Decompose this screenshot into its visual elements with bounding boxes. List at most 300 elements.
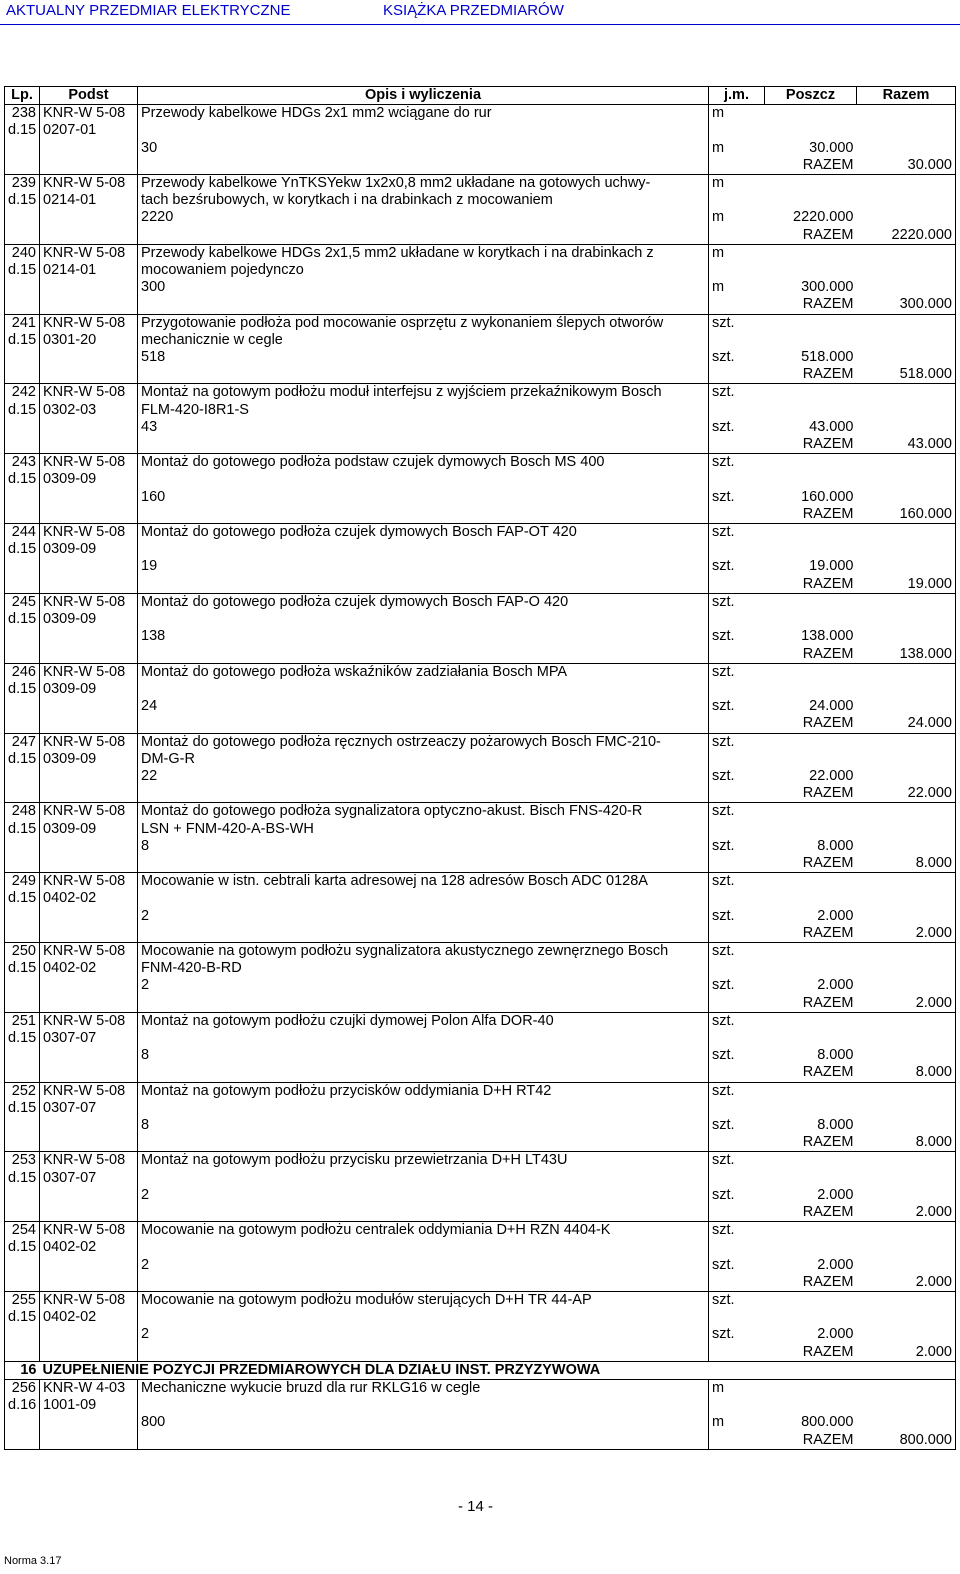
item-unit: m bbox=[709, 1380, 765, 1398]
item-poszcz: 30.000 bbox=[809, 139, 854, 156]
item-empty-cell bbox=[709, 751, 765, 768]
item-razem-value: 138.000 bbox=[857, 646, 956, 664]
item-d-ref: d.15 bbox=[5, 402, 40, 419]
item-empty-cell bbox=[857, 105, 956, 123]
item-description-line-1: Mechaniczne wykucie bruzd dla rur RKLG16 w cegle bbox=[138, 1380, 709, 1398]
item-quantity-unit: szt. bbox=[709, 838, 765, 855]
item-poszcz: 2.000 bbox=[817, 1256, 854, 1273]
item-description-line-1: Montaż na gotowym podłożu przycisku przewietrzania D+H LT43U bbox=[138, 1152, 709, 1170]
item-empty-cell bbox=[5, 995, 40, 1013]
item-empty-cell bbox=[857, 489, 956, 506]
item-empty-cell bbox=[5, 1047, 40, 1064]
item-lp: 241 bbox=[5, 314, 40, 332]
header-divider bbox=[0, 24, 960, 25]
item-quantity-unit: szt. bbox=[709, 349, 765, 366]
item-poszcz: 300.000 bbox=[801, 279, 854, 296]
item-description-line-2 bbox=[138, 1239, 709, 1256]
item-catalog: KNR-W 5-08 bbox=[40, 175, 138, 193]
item-empty-cell bbox=[5, 908, 40, 925]
header-left-title: AKTUALNY PRZEDMIAR ELEKTRYCZNE bbox=[6, 2, 291, 19]
item-lp: 249 bbox=[5, 873, 40, 891]
item-empty-cell bbox=[765, 1100, 857, 1117]
item-empty-cell bbox=[5, 296, 40, 314]
item-code: 0309-09 bbox=[40, 821, 138, 838]
item-empty-cell bbox=[765, 1397, 857, 1414]
item-catalog: KNR-W 5-08 bbox=[40, 942, 138, 960]
item-empty-cell bbox=[765, 1170, 857, 1187]
item-empty-cell bbox=[709, 506, 765, 524]
item-poszcz: 2.000 bbox=[817, 1326, 854, 1343]
item-quantity: 24 bbox=[138, 698, 709, 715]
item-catalog: KNR-W 5-08 bbox=[40, 524, 138, 542]
item-description-line-2 bbox=[138, 890, 709, 907]
item-empty-cell bbox=[138, 366, 709, 384]
table-row bbox=[5, 1152, 956, 1170]
item-empty-cell bbox=[765, 873, 857, 891]
item-razem-label: RAZEM bbox=[765, 1432, 857, 1450]
item-d-ref: d.15 bbox=[5, 960, 40, 977]
table-row bbox=[5, 942, 956, 960]
item-empty-cell bbox=[138, 1064, 709, 1082]
item-empty-cell bbox=[5, 576, 40, 594]
item-empty-cell bbox=[138, 157, 709, 175]
item-empty-cell bbox=[709, 1170, 765, 1187]
item-empty-cell bbox=[857, 419, 956, 436]
item-empty-cell bbox=[40, 209, 138, 226]
item-quantity: 19 bbox=[138, 558, 709, 575]
item-empty-cell bbox=[5, 715, 40, 733]
table-row bbox=[5, 1432, 956, 1450]
item-quantity-unit: m bbox=[709, 140, 765, 157]
item-empty-cell bbox=[40, 296, 138, 314]
item-razem-value: 2.000 bbox=[857, 1204, 956, 1222]
item-catalog: KNR-W 5-08 bbox=[40, 454, 138, 472]
item-description-line-2 bbox=[138, 1397, 709, 1414]
item-empty-cell bbox=[857, 908, 956, 925]
item-empty-cell bbox=[709, 1309, 765, 1326]
table-row bbox=[5, 541, 956, 558]
item-empty-cell bbox=[5, 366, 40, 384]
item-poszcz: 19.000 bbox=[809, 558, 854, 575]
item-empty-cell bbox=[5, 925, 40, 943]
item-empty-cell bbox=[138, 715, 709, 733]
item-unit: szt. bbox=[709, 803, 765, 821]
item-empty-cell bbox=[40, 1432, 138, 1450]
item-empty-cell bbox=[857, 803, 956, 821]
table-row bbox=[5, 1082, 956, 1100]
item-empty-cell bbox=[857, 402, 956, 419]
item-empty-cell bbox=[5, 1274, 40, 1292]
item-empty-cell bbox=[857, 1082, 956, 1100]
item-empty-cell bbox=[138, 995, 709, 1013]
table-row bbox=[5, 698, 956, 715]
item-empty-cell bbox=[857, 541, 956, 558]
item-empty-cell bbox=[5, 279, 40, 296]
item-empty-cell bbox=[857, 175, 956, 193]
item-catalog: KNR-W 5-08 bbox=[40, 105, 138, 123]
item-empty-cell bbox=[40, 1047, 138, 1064]
item-description-line-2: LSN + FNM-420-A-BS-WH bbox=[138, 821, 709, 838]
item-razem-value: 800.000 bbox=[857, 1432, 956, 1450]
item-empty-cell bbox=[765, 175, 857, 193]
item-lp: 250 bbox=[5, 942, 40, 960]
item-quantity-unit: szt. bbox=[709, 1257, 765, 1274]
item-empty-cell bbox=[857, 751, 956, 768]
item-empty-cell bbox=[40, 1187, 138, 1204]
table-row bbox=[5, 279, 956, 296]
item-unit: szt. bbox=[709, 1152, 765, 1170]
item-empty-cell bbox=[138, 646, 709, 664]
item-empty-cell bbox=[857, 349, 956, 366]
item-empty-cell bbox=[138, 1274, 709, 1292]
table-row bbox=[5, 244, 956, 262]
table-row bbox=[5, 960, 956, 977]
item-lp: 246 bbox=[5, 663, 40, 681]
item-quantity-unit: szt. bbox=[709, 628, 765, 645]
item-empty-cell bbox=[857, 332, 956, 349]
item-poszcz: 8.000 bbox=[817, 1116, 854, 1133]
item-razem-value: 22.000 bbox=[857, 785, 956, 803]
item-empty-cell bbox=[765, 1082, 857, 1100]
item-empty-cell bbox=[857, 733, 956, 751]
item-empty-cell bbox=[5, 1257, 40, 1274]
item-d-ref: d.15 bbox=[5, 262, 40, 279]
item-empty-cell bbox=[857, 1414, 956, 1431]
table-row bbox=[5, 454, 956, 472]
table-row bbox=[5, 628, 956, 645]
item-quantity: 800 bbox=[138, 1414, 709, 1431]
item-empty-cell bbox=[765, 593, 857, 611]
item-quantity-unit: m bbox=[709, 279, 765, 296]
item-catalog: KNR-W 5-08 bbox=[40, 803, 138, 821]
table-row bbox=[5, 314, 956, 332]
item-empty-cell bbox=[40, 995, 138, 1013]
col-header-jm: j.m. bbox=[709, 87, 765, 105]
item-empty-cell bbox=[709, 1239, 765, 1256]
item-unit: szt. bbox=[709, 1292, 765, 1310]
item-code: 0309-09 bbox=[40, 681, 138, 698]
item-d-ref: d.15 bbox=[5, 1170, 40, 1187]
item-empty-cell bbox=[709, 122, 765, 139]
item-d-ref: d.15 bbox=[5, 821, 40, 838]
item-description-line-2: tach bezśrubowych, w korytkach i na drabinkach z mocowaniem bbox=[138, 192, 709, 209]
item-quantity: 138 bbox=[138, 628, 709, 645]
header-right-title: KSIĄŻKA PRZEDMIARÓW bbox=[383, 2, 564, 19]
item-unit: szt. bbox=[709, 733, 765, 751]
item-empty-cell bbox=[709, 890, 765, 907]
item-quantity: 518 bbox=[138, 349, 709, 366]
section-number: 16 bbox=[5, 1361, 40, 1379]
item-empty-cell bbox=[765, 1030, 857, 1047]
item-empty-cell bbox=[5, 785, 40, 803]
item-empty-cell bbox=[765, 1012, 857, 1030]
table-row bbox=[5, 1309, 956, 1326]
item-code: 0307-07 bbox=[40, 1030, 138, 1047]
item-empty-cell bbox=[5, 1134, 40, 1152]
item-razem-label: RAZEM bbox=[802, 1134, 854, 1151]
item-d-ref: d.15 bbox=[5, 1239, 40, 1256]
item-empty-cell bbox=[857, 611, 956, 628]
table-row bbox=[5, 105, 956, 123]
item-description-line-1: Przewody kabelkowe HDGs 2x1 mm2 wciągane do rur bbox=[138, 105, 709, 123]
item-catalog: KNR-W 5-08 bbox=[40, 733, 138, 751]
item-unit: m bbox=[709, 175, 765, 193]
item-lp: 242 bbox=[5, 384, 40, 402]
item-empty-cell bbox=[5, 1064, 40, 1082]
item-description-line-2 bbox=[138, 122, 709, 139]
table-row bbox=[5, 803, 956, 821]
item-empty-cell bbox=[857, 821, 956, 838]
item-d-ref: d.15 bbox=[5, 1030, 40, 1047]
page-number: - 14 - bbox=[458, 1498, 494, 1515]
items-body bbox=[5, 105, 956, 1362]
item-empty-cell bbox=[857, 873, 956, 891]
table-row bbox=[5, 1344, 956, 1362]
item-razem-label: RAZEM bbox=[802, 436, 854, 453]
table-row bbox=[5, 733, 956, 751]
item-code: 0309-09 bbox=[40, 751, 138, 768]
norma-version: Norma 3.17 bbox=[4, 1555, 62, 1567]
item-d-ref: d.15 bbox=[5, 1309, 40, 1326]
item-lp: 238 bbox=[5, 105, 40, 123]
item-razem-label: RAZEM bbox=[802, 1343, 854, 1360]
item-quantity: 22 bbox=[138, 768, 709, 785]
item-empty-cell bbox=[857, 471, 956, 488]
item-catalog: KNR-W 5-08 bbox=[40, 1152, 138, 1170]
item-quantity-unit: m bbox=[709, 209, 765, 226]
table-row bbox=[5, 122, 956, 139]
item-code: 0214-01 bbox=[40, 192, 138, 209]
item-empty-cell bbox=[857, 942, 956, 960]
item-empty-cell bbox=[765, 314, 857, 332]
item-empty-cell bbox=[857, 1100, 956, 1117]
item-description-line-1: Montaż do gotowego podłoża wskaźników zadziałania Bosch MPA bbox=[138, 663, 709, 681]
item-lp: 256 bbox=[5, 1380, 40, 1398]
item-code: 0402-02 bbox=[40, 1239, 138, 1256]
item-empty-cell bbox=[765, 105, 857, 123]
item-lp: 245 bbox=[5, 593, 40, 611]
item-empty-cell bbox=[40, 227, 138, 245]
item-d-ref: d.15 bbox=[5, 751, 40, 768]
item-empty-cell bbox=[5, 698, 40, 715]
item-empty-cell bbox=[40, 768, 138, 785]
item-empty-cell bbox=[5, 646, 40, 664]
item-empty-cell bbox=[765, 541, 857, 558]
item-empty-cell bbox=[5, 855, 40, 873]
table-row bbox=[5, 558, 956, 575]
item-description-line-1: Montaż na gotowym podłożu przycisków oddymiania D+H RT42 bbox=[138, 1082, 709, 1100]
item-empty-cell bbox=[40, 436, 138, 454]
item-unit: szt. bbox=[709, 1012, 765, 1030]
table-row bbox=[5, 209, 956, 226]
item-razem-label: RAZEM bbox=[802, 1064, 854, 1081]
item-description-line-1: Przewody kabelkowe HDGs 2x1,5 mm2 układane w korytkach i na drabinkach z bbox=[138, 244, 709, 262]
item-description-line-2 bbox=[138, 471, 709, 488]
col-header-lp: Lp. bbox=[5, 87, 40, 105]
item-description-line-2: mechanicznie w cegle bbox=[138, 332, 709, 349]
item-d-ref: d.15 bbox=[5, 122, 40, 139]
item-empty-cell bbox=[765, 1222, 857, 1240]
table-row bbox=[5, 663, 956, 681]
item-empty-cell bbox=[709, 332, 765, 349]
item-empty-cell bbox=[40, 349, 138, 366]
item-catalog: KNR-W 5-08 bbox=[40, 1012, 138, 1030]
table-row bbox=[5, 192, 956, 209]
item-description-line-2 bbox=[138, 681, 709, 698]
item-empty-cell bbox=[857, 140, 956, 157]
item-empty-cell bbox=[709, 821, 765, 838]
item-empty-cell bbox=[40, 908, 138, 925]
item-empty-cell bbox=[857, 1117, 956, 1134]
item-empty-cell bbox=[40, 506, 138, 524]
item-empty-cell bbox=[40, 977, 138, 994]
item-razem-label: RAZEM bbox=[802, 1204, 854, 1220]
item-lp: 247 bbox=[5, 733, 40, 751]
item-empty-cell bbox=[5, 1414, 40, 1431]
item-quantity: 8 bbox=[138, 838, 709, 855]
item-empty-cell bbox=[138, 925, 709, 943]
item-quantity: 2 bbox=[138, 1326, 709, 1343]
item-empty-cell bbox=[709, 1100, 765, 1117]
item-poszcz: 800.000 bbox=[801, 1414, 854, 1431]
item-lp: 251 bbox=[5, 1012, 40, 1030]
items-body-2 bbox=[5, 1380, 956, 1450]
item-empty-cell bbox=[857, 192, 956, 209]
table-row bbox=[5, 1397, 956, 1414]
item-empty-cell bbox=[5, 506, 40, 524]
item-empty-cell bbox=[40, 366, 138, 384]
item-empty-cell bbox=[765, 942, 857, 960]
item-lp: 253 bbox=[5, 1152, 40, 1170]
item-empty-cell bbox=[765, 471, 857, 488]
item-lp: 255 bbox=[5, 1292, 40, 1310]
item-catalog: KNR-W 4-03 bbox=[40, 1380, 138, 1398]
item-catalog: KNR-W 5-08 bbox=[40, 244, 138, 262]
item-empty-cell bbox=[765, 402, 857, 419]
table-row bbox=[5, 157, 956, 175]
item-empty-cell bbox=[40, 419, 138, 436]
item-razem-value: 2.000 bbox=[857, 1274, 956, 1292]
item-empty-cell bbox=[5, 838, 40, 855]
table-row bbox=[5, 227, 956, 245]
table-row bbox=[5, 611, 956, 628]
item-empty-cell bbox=[709, 681, 765, 698]
item-quantity-unit: szt. bbox=[709, 1326, 765, 1343]
table-row bbox=[5, 995, 956, 1013]
table-row bbox=[5, 296, 956, 314]
item-empty-cell bbox=[40, 715, 138, 733]
item-description-line-1: Montaż na gotowym podłożu czujki dymowej Polon Alfa DOR-40 bbox=[138, 1012, 709, 1030]
item-empty-cell bbox=[765, 890, 857, 907]
item-quantity: 8 bbox=[138, 1047, 709, 1064]
item-empty-cell bbox=[857, 279, 956, 296]
item-empty-cell bbox=[709, 366, 765, 384]
item-empty-cell bbox=[5, 436, 40, 454]
table-row bbox=[5, 1187, 956, 1204]
item-razem-value: 2.000 bbox=[857, 1344, 956, 1362]
item-empty-cell bbox=[709, 1344, 765, 1362]
item-description-line-2 bbox=[138, 541, 709, 558]
item-empty-cell bbox=[40, 1344, 138, 1362]
item-d-ref: d.15 bbox=[5, 1100, 40, 1117]
item-description-line-1: Mocowanie na gotowym podłożu modułów sterujących D+H TR 44-AP bbox=[138, 1292, 709, 1310]
item-empty-cell bbox=[765, 384, 857, 402]
item-razem-value: 2.000 bbox=[857, 995, 956, 1013]
item-empty-cell bbox=[857, 1309, 956, 1326]
item-empty-cell bbox=[709, 157, 765, 175]
item-d-ref: d.15 bbox=[5, 681, 40, 698]
item-description-line-2 bbox=[138, 611, 709, 628]
item-empty-cell bbox=[765, 960, 857, 977]
item-poszcz: 138.000 bbox=[801, 628, 854, 645]
table-row bbox=[5, 1326, 956, 1343]
item-lp: 240 bbox=[5, 244, 40, 262]
item-empty-cell bbox=[40, 698, 138, 715]
item-code: 0301-20 bbox=[40, 332, 138, 349]
item-quantity: 160 bbox=[138, 489, 709, 506]
item-empty-cell bbox=[857, 314, 956, 332]
item-quantity-unit: szt. bbox=[709, 558, 765, 575]
item-empty-cell bbox=[765, 1239, 857, 1256]
item-empty-cell bbox=[765, 524, 857, 542]
item-lp: 248 bbox=[5, 803, 40, 821]
table-row bbox=[5, 908, 956, 925]
item-empty-cell bbox=[40, 157, 138, 175]
item-empty-cell bbox=[40, 785, 138, 803]
item-description-line-1: Przewody kabelkowe YnTKSYekw 1x2x0,8 mm2 układane na gotowych uchwy- bbox=[138, 175, 709, 193]
item-empty-cell bbox=[5, 1432, 40, 1450]
item-empty-cell bbox=[138, 506, 709, 524]
item-empty-cell bbox=[40, 646, 138, 664]
item-empty-cell bbox=[5, 1187, 40, 1204]
col-header-razem: Razem bbox=[857, 87, 956, 105]
item-empty-cell bbox=[765, 803, 857, 821]
item-empty-cell bbox=[709, 960, 765, 977]
item-empty-cell bbox=[857, 1047, 956, 1064]
item-d-ref: d.15 bbox=[5, 890, 40, 907]
item-unit: szt. bbox=[709, 524, 765, 542]
item-empty-cell bbox=[765, 1309, 857, 1326]
table-row bbox=[5, 1064, 956, 1082]
cost-table bbox=[4, 86, 956, 1450]
item-empty-cell bbox=[765, 1292, 857, 1310]
item-code: 0309-09 bbox=[40, 541, 138, 558]
table-row bbox=[5, 419, 956, 436]
item-empty-cell bbox=[40, 279, 138, 296]
table-row bbox=[5, 349, 956, 366]
item-empty-cell bbox=[138, 855, 709, 873]
item-empty-cell bbox=[857, 384, 956, 402]
item-razem-label: RAZEM bbox=[802, 715, 854, 732]
item-lp: 252 bbox=[5, 1082, 40, 1100]
item-description-line-1: Montaż do gotowego podłoża sygnalizatora optyczno-akust. Bisch FNS-420-R bbox=[138, 803, 709, 821]
item-empty-cell bbox=[765, 1152, 857, 1170]
item-code: 0309-09 bbox=[40, 471, 138, 488]
item-empty-cell bbox=[138, 227, 709, 245]
item-empty-cell bbox=[857, 262, 956, 279]
item-catalog: KNR-W 5-08 bbox=[40, 314, 138, 332]
table-row bbox=[5, 925, 956, 943]
item-quantity-unit: szt. bbox=[709, 489, 765, 506]
item-empty-cell bbox=[40, 925, 138, 943]
item-empty-cell bbox=[40, 838, 138, 855]
item-d-ref: d.15 bbox=[5, 471, 40, 488]
item-razem-value: 43.000 bbox=[857, 436, 956, 454]
item-empty-cell bbox=[857, 209, 956, 226]
table-row bbox=[5, 838, 956, 855]
item-unit: szt. bbox=[709, 942, 765, 960]
item-empty-cell bbox=[40, 1134, 138, 1152]
